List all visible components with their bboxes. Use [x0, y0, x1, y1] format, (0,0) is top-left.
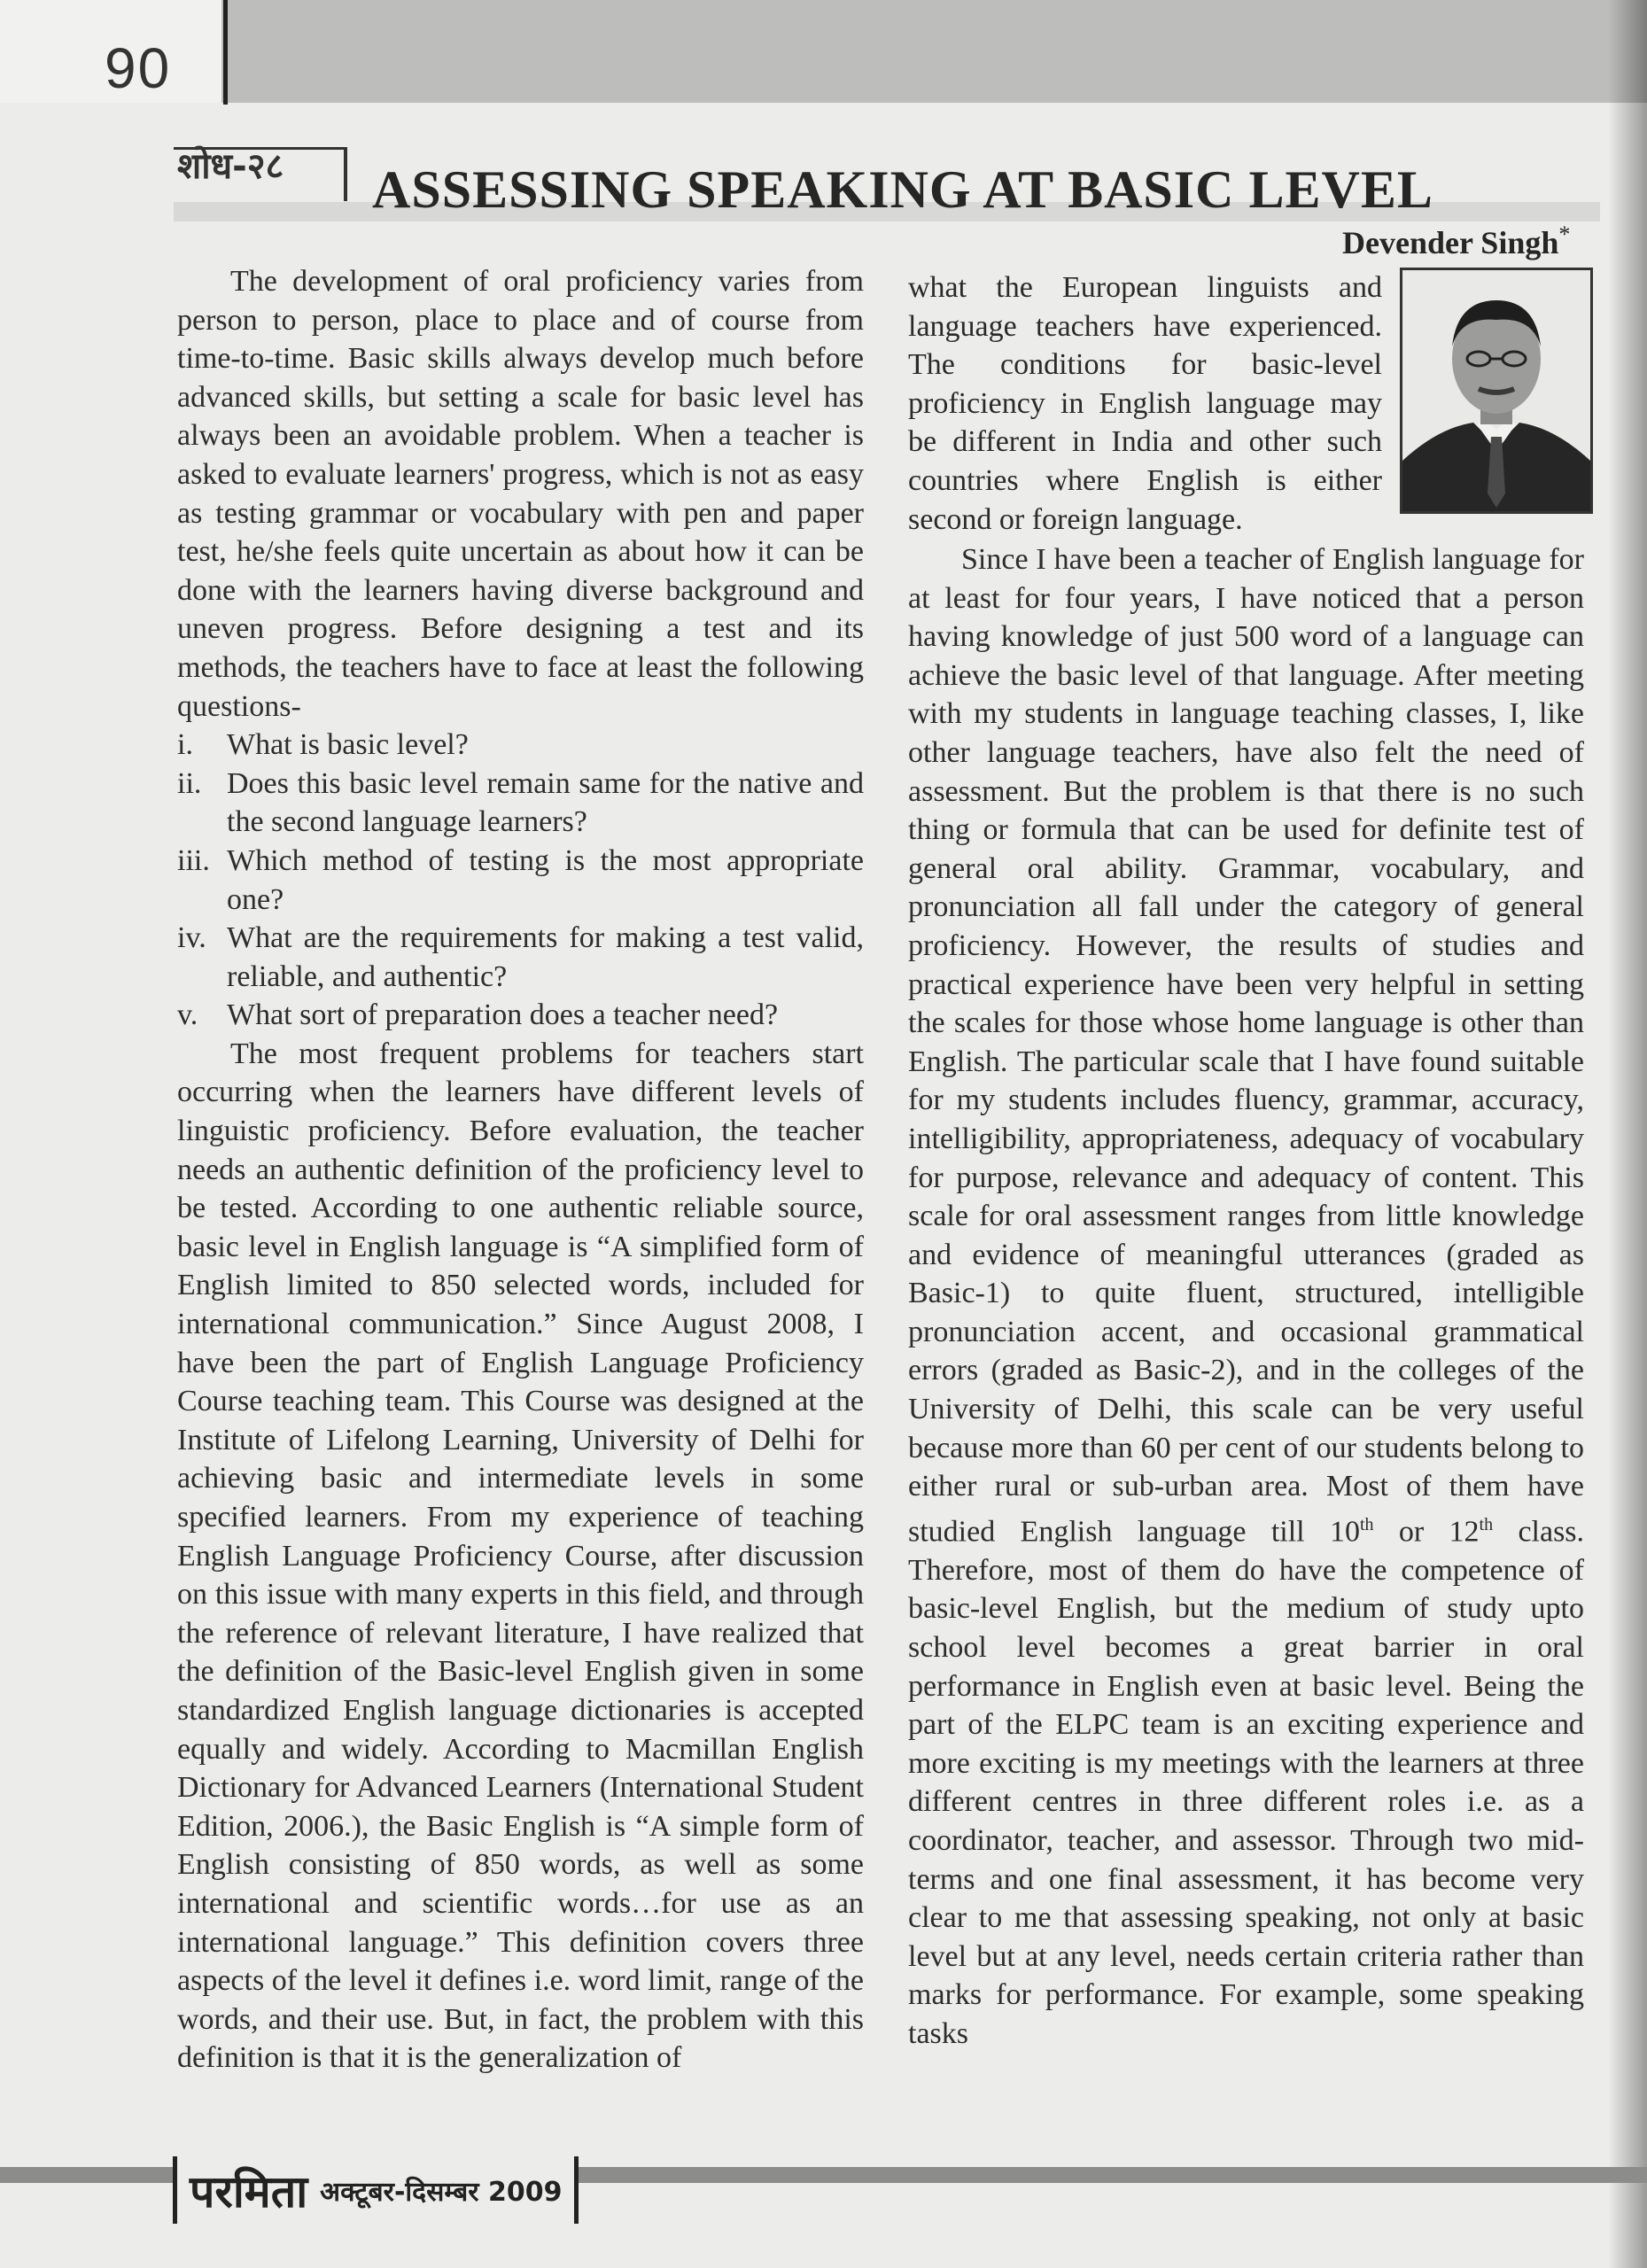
right-paragraph-1 [908, 540, 1584, 2053]
header-bar [0, 0, 1647, 103]
right-paragraph-0: what the European linguists and language teachers have experienced. The conditions for basic-level proficiency in English language may be different in India and other such countries where English is either second or foreign language. [908, 271, 1382, 536]
ordinal-joiner: or [1398, 1515, 1425, 1549]
left-paragraph-2: The most frequent problems for teachers start occurring when the learners have different levels of linguistic proficiency. Before evaluation, the teacher needs an authentic definition of the proficiency level to be tested. According to one authentic reliable source, basic level in English language is “A simplified form of English limited to 850 selected words, included for international communication.” Since August 2008, I have been the part of English Language Proficiency Course teaching team. This Course was designed at the Institute of Lifelong Learning, University of Delhi for achieving basic and intermediate levels in some specified learners. From my experience of teaching English Language Proficiency Course, after discussion on this issue with many experts in this field, and through the reference of relevant literature, I have realized that the definition of the Basic-level English given in some standardized English language dictionaries is accepted equally and widely. According to Macmillan English Dictionary for Advanced Learners (International Student Edition, 2006.), the Basic English is “A simple form of English consisting of 850 words, as well as some international and scientific words…for use as an international language.” This definition covers three aspects of the level it defines i.e. word limit, range of the words, and their use. But, in fact, the problem with this definition is that it is the generalization of [177, 1037, 864, 2075]
right-column [908, 540, 1584, 2053]
question-item: i. What is basic level? [177, 728, 469, 762]
right-paragraph-1-end: class. Therefore, most of them do have the competence of basic-level English, but the medium of study upto school level becomes a great barrier in oral performance in English even at basic level. Being the part of the ELPC team is an exciting experience and more exciting is my meetings with the learners at three different centres in three different roles i.e. as a coordinator, teacher, and assessor. Through two mid-terms and one final assessment, it has become very clear to me that assessing speaking, not only at basic level but at any level, needs certain criteria rather than marks for performance. For example, some speaking tasks [908, 1515, 1585, 2050]
footer [173, 2156, 579, 2224]
series-label: शोध-२८ [177, 146, 284, 187]
question-item: iii. Which method of testing is the most appropriate one? [177, 843, 864, 916]
right-column-intro [908, 268, 1382, 539]
author-photo [1400, 268, 1593, 514]
magazine-name: परमिता [190, 2166, 308, 2218]
right-paragraph-1-text: Since I have been a teacher of English language for at least for four years, I have noticed that a person having knowledge of just 500 word of a language can achieve the basic level of that language. After meeting with my students in language teaching classes, I, like other language teachers, have also felt the need of assessment. But the problem is that there is no such thing or formula that can be used for definite test of general oral ability. Grammar, vocabulary, and pronunciation all fall under the category of general proficiency. However, the results of studies and practical experience have been very helpful in setting the scales for those whose home language is other than English. The particular scale that I have found suitable for my students includes fluency, grammar, accuracy, intelligibility, appropriateness, adequacy of vocabulary for purpose, relevance and adequacy of content. This scale for oral assessment ranges from little knowledge and evidence of meaningful utterances (graded as Basic-1) to quite fluent, structured, intelligible pronunciation accent, and occasional grammatical errors (graded as Basic-2), and in the colleges of the University of Delhi, this scale can be very useful because more than 60 per cent of our students belong to either rural or sub-urban area. Most of them have studied English language till [908, 543, 1584, 1549]
author-name [1342, 221, 1570, 261]
author-footnote-mark: * [1558, 221, 1571, 247]
author-portrait-image [1402, 270, 1590, 511]
left-paragraph-1: The development of oral proficiency varies from person to person, place to place and of course from time-to-time. Basic skills always develop much before advanced skills, but setting a scale for basic level has always been an avoidable problem. When a teacher is asked to evaluate learners' progress, which is not as easy as testing grammar or vocabulary with pen and paper test, he/she feels quite uncertain as about how it can be done with the learners having diverse background and uneven progress. Before designing a test and its methods, the teachers have to face at least the following questions- [177, 265, 864, 723]
question-item: v. What sort of preparation does a teacher need? [177, 998, 779, 1032]
ordinal-suffix: th [1359, 1514, 1374, 1534]
page-number: 90 [105, 36, 172, 100]
ordinal-suffix: th [1479, 1514, 1494, 1534]
author-text: Devender Singh [1342, 225, 1559, 260]
issue-date: अक्टूबर-दिसम्बर 2009 [320, 2176, 563, 2208]
question-item: iv. What are the requirements for making a test valid, reliable, and authentic? [177, 921, 864, 993]
left-column [177, 262, 864, 2078]
article-title: ASSESSING SPEAKING AT BASIC LEVEL [372, 160, 1433, 219]
header-divider [223, 0, 228, 105]
question-list [177, 726, 864, 1035]
ordinal-10: 10 [1329, 1515, 1360, 1549]
page-edge-shadow [1608, 0, 1647, 2268]
question-item: ii. Does this basic level remain same for the native and the second language learners? [177, 766, 864, 839]
ordinal-12: 12 [1449, 1515, 1480, 1549]
